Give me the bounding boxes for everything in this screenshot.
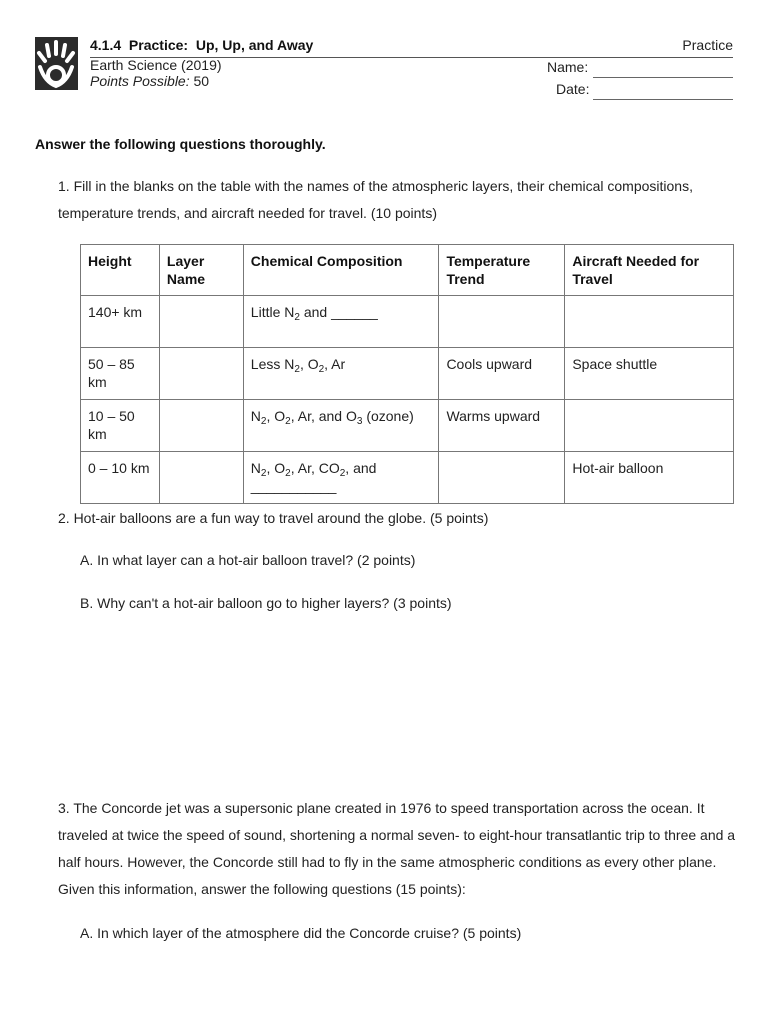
cell-layer-name[interactable] [159,452,243,504]
cell-height: 140+ km [81,296,160,348]
cell-layer-name[interactable] [159,296,243,348]
cell-aircraft: Hot-air balloon [565,452,734,504]
cell-layer-name[interactable] [159,400,243,452]
cell-temperature-trend: Cools upward [439,348,565,400]
table-row [81,452,734,504]
cell-layer-name[interactable] [159,348,243,400]
logo-icon [35,37,78,90]
question-3a-text: A. In which layer of the atmosphere did the Concorde cruise? (5 points) [80,925,522,941]
question-3-text: 3. The Concorde jet was a supersonic plane created in 1976 to speed transportation across the ocean. It traveled at twice the speed of sound, shortening a normal seven- to eight-hour transatlantic trip to three and a half hours. However, the Concorde still had to fly in the same atmospheric conditions as every other plane. Given this information, answer the following questions (15 points): [58,800,736,897]
name-label: Name: [547,59,589,75]
column-header-temperature-trend: Temperature Trend [439,245,565,296]
cell-temperature-trend: Warms upward [439,400,565,452]
cell-height: 10 – 50 km [81,400,160,452]
cell-temperature-trend[interactable] [439,452,565,504]
course-name: Earth Science (2019) [90,57,222,73]
table-row [81,348,734,400]
question-2a-text: A. In what layer can a hot-air balloon travel? (2 points) [80,552,416,568]
assignment-title: 4.1.4 Practice: Up, Up, and Away [90,37,314,53]
column-header-aircraft: Aircraft Needed for Travel [565,245,734,296]
question-2b-text: B. Why can't a hot-air balloon go to higher layers? (3 points) [80,595,452,611]
name-field[interactable] [593,77,733,78]
points-value: 50 [193,73,210,89]
table-header-row [81,245,734,296]
question-1-text: 1. Fill in the blanks on the table with the names of the atmospheric layers, their chemical compositions, temperature trends, and aircraft needed for travel. (10 points) [58,178,693,221]
cell-temperature-trend[interactable] [439,296,565,348]
atmosphere-layers-table [80,244,734,504]
cell-aircraft[interactable] [565,400,734,452]
cell-height: 0 – 10 km [81,452,160,504]
cell-aircraft: Space shuttle [565,348,734,400]
date-label: Date: [556,81,590,97]
cell-chemical-composition: Little $N_2$ and ______ [243,296,439,348]
date-field[interactable] [593,99,733,100]
column-header-height: Height [81,245,160,296]
column-header-chemical-composition: Chemical Composition [243,245,439,296]
document-type-label: Practice [682,37,733,53]
points-label: Points Possible: [90,73,190,89]
instructions-heading: Answer the following questions thoroughly. [35,136,326,152]
points-possible [90,73,209,89]
cell-chemical-composition: $N_2$, $O_2$, Ar, and $O_3$ (ozone) [243,400,439,452]
cell-aircraft[interactable] [565,296,734,348]
cell-chemical-composition: Less $N_2$, $O_2$, Ar [243,348,439,400]
column-header-layer-name: Layer Name [159,245,243,296]
cell-chemical-composition: $N_2$, $O_2$, Ar, $CO_2$, and ___________ [243,452,439,504]
table-row [81,296,734,348]
cell-height: 50 – 85 km [81,348,160,400]
question-2-text: 2. Hot-air balloons are a fun way to travel around the globe. (5 points) [58,510,489,526]
table-row [81,400,734,452]
